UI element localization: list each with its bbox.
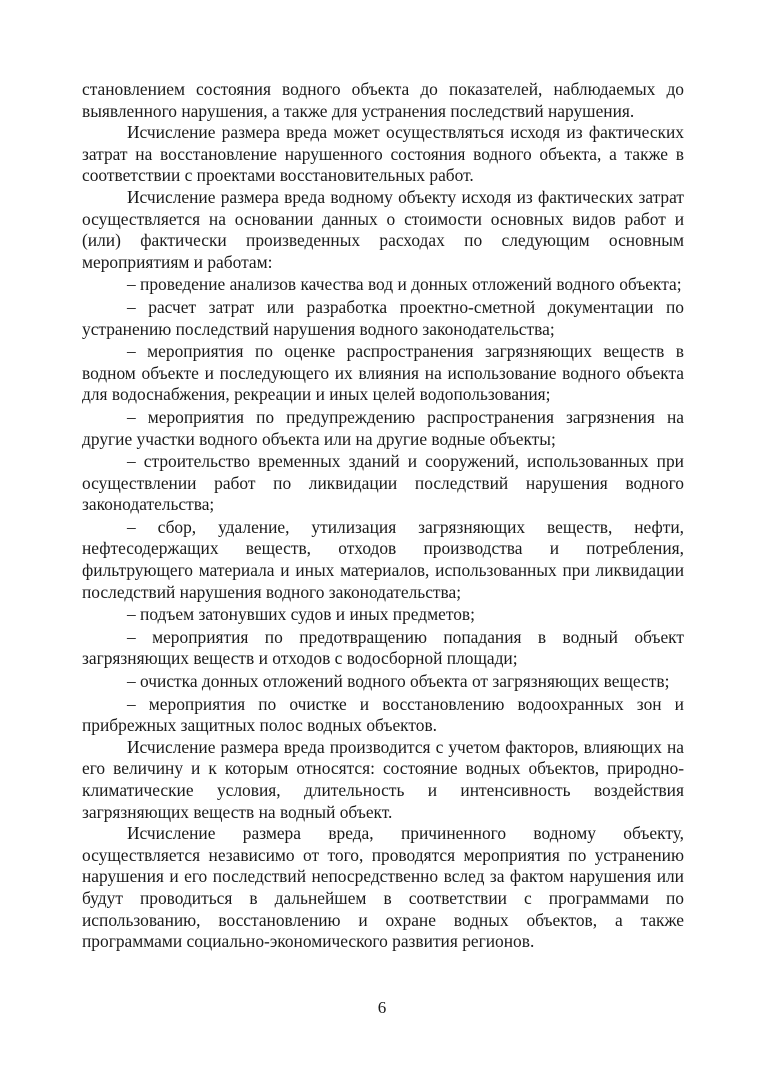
list-item: – мероприятия по оценке распространения загрязняющих веществ в водном объекте и последующего их влияния на использование водного объекта для водоснабжения, рекреации и иных целей водопользования; bbox=[82, 341, 684, 405]
page-number: 6 bbox=[377, 998, 387, 1017]
paragraph-independence: Исчисление размера вреда, причиненного водному объекту, осуществляется независимо от того, проводятся мероприятия по устранению нарушения и его последствий непосредственно вслед за фактом нарушения или будут проводиться в дальнейшем в соответствии с программами по использованию, восстановлению и охране водных объектов, а также программами социально-экономического развития регионов. bbox=[82, 823, 684, 952]
list-item: – строительство временных зданий и сооружений, использованных при осуществлении работ по ликвидации последствий нарушения водного законодательства; bbox=[82, 451, 684, 515]
list-item: – мероприятия по предотвращению попадания в водный объект загрязняющих веществ и отходов с водосборной площади; bbox=[82, 626, 684, 669]
list-item: – мероприятия по предупреждению распространения загрязнения на другие участки водного объекта или на другие водные объекты; bbox=[82, 406, 684, 449]
list-item: – сбор, удаление, утилизация загрязняющих веществ, нефти, нефтесодержащих веществ, отходов производства и потребления, фильтрующего материала и иных материалов, использованных при ликвидации последствий нарушения водного законодательства; bbox=[82, 516, 684, 602]
paragraph-continuation: становлением состояния водного объекта до показателей, наблюдаемых до выявленного нарушения, а также для устранения последствий нарушения. bbox=[82, 79, 684, 121]
paragraph-factors: Исчисление размера вреда производится с учетом факторов, влияющих на его величину и к которым относятся: состояние водных объектов, природно-климатические условия, длительность и интенсивность воздействия загрязняющих веществ на водный объект. bbox=[82, 736, 684, 822]
document-body bbox=[82, 79, 684, 953]
list-item: – проведение анализов качества вод и донных отложений водного объекта; bbox=[127, 274, 682, 295]
list-item: – расчет затрат или разработка проектно-сметной документации по устранению последствий нарушения водного законодательства; bbox=[82, 296, 684, 339]
list-item: – мероприятия по очистке и восстановлению водоохранных зон и прибрежных защитных полос водных объектов. bbox=[82, 693, 684, 736]
paragraph-calculation-basis: Исчисление размера вреда может осуществляться исходя из фактических затрат на восстановление нарушенного состояния водного объекта, а также в соответствии с проектами восстановительных работ. bbox=[82, 122, 684, 186]
paragraph-actual-costs: Исчисление размера вреда водному объекту исходя из фактических затрат осуществляется на основании данных о стоимости основных видов работ и (или) фактически произведенных расходах по следующим основным мероприятиям и работам: bbox=[82, 186, 684, 272]
list-item: – очистка донных отложений водного объекта от загрязняющих веществ; bbox=[127, 671, 670, 692]
list-item: – подъем затонувших судов и иных предметов; bbox=[127, 604, 475, 625]
